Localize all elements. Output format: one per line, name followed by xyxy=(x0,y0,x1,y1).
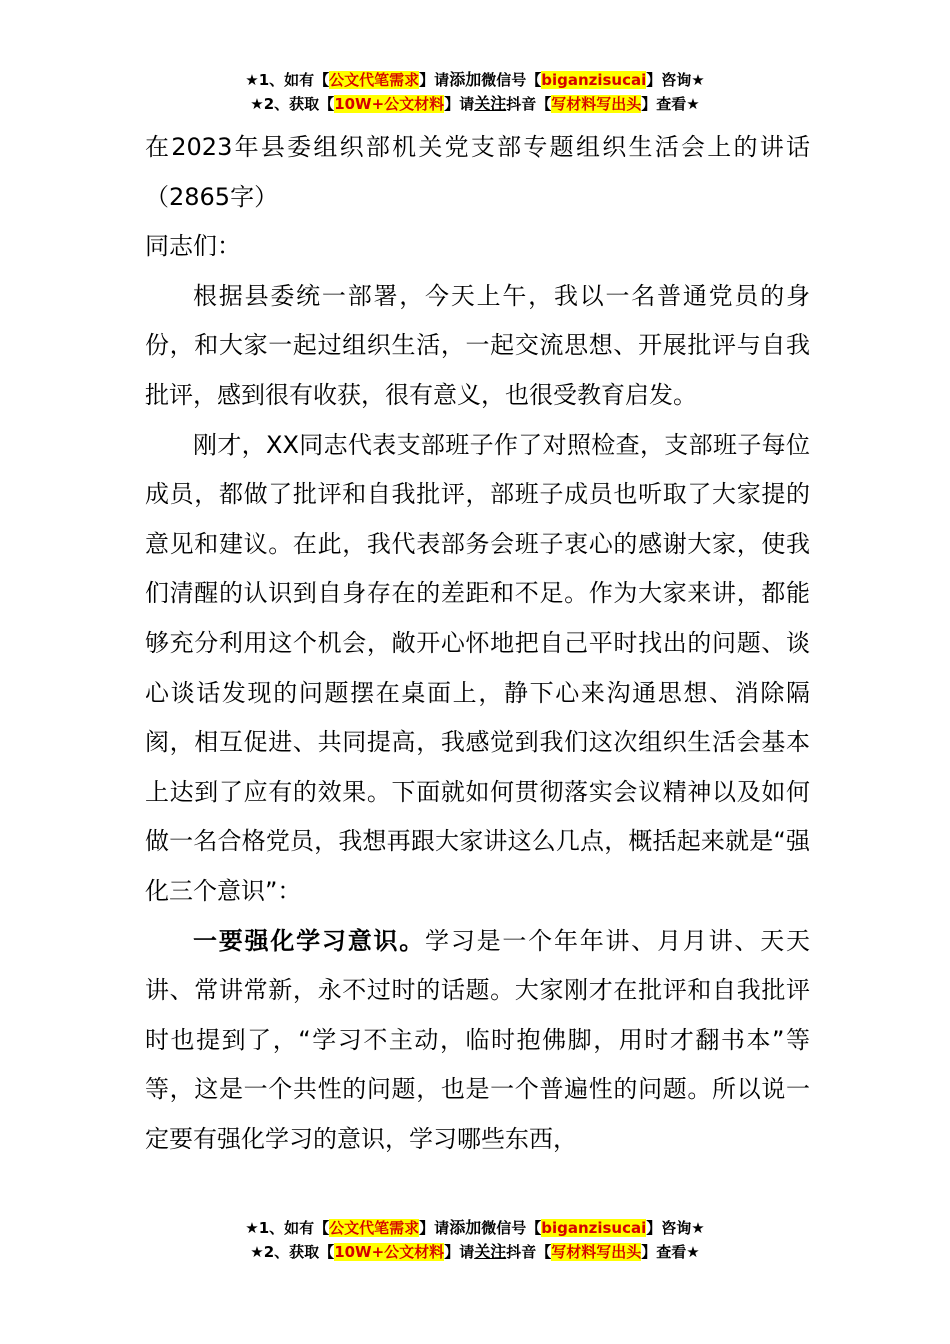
highlight-text: 10W+公文材料 xyxy=(334,95,445,113)
highlight-text: 公文代笔需求 xyxy=(329,71,420,89)
highlight-text: biganzisucai xyxy=(541,1219,647,1237)
document-title: 在2023年县委组织部机关党支部专题组织生活会上的讲话（2865字） xyxy=(145,133,810,211)
highlight-text: 写材料写出头 xyxy=(551,95,642,113)
promo-line-2: ★2、获取【10W+公文材料】请关注抖音【写材料写出头】查看★ xyxy=(250,94,700,113)
highlight-text: 10W+公文材料 xyxy=(334,1243,445,1261)
highlight-text: 写材料写出头 xyxy=(551,1243,642,1261)
promo-banner-bottom xyxy=(0,1216,950,1264)
promo-line-1: ★1、如有【公文代笔需求】请添加微信号【biganzisucai】咨询★ xyxy=(245,70,705,89)
highlight-text: 公文代笔需求 xyxy=(329,1219,420,1237)
document-body xyxy=(145,123,810,1164)
promo-banner-top xyxy=(0,68,950,116)
paragraph-heading: 一要强化学习意识。 xyxy=(193,926,426,955)
paragraph-3: 一要强化学习意识。学习是一个年年讲、月月讲、天天讲、常讲常新，永不过时的话题。大家刚才在批评和自我批评时也提到了，“学习不主动，临时抱佛脚，用时才翻书本”等等，这是一个共性的问题，也是一个普遍性的问题。所以说一定要有强化学习的意识，学习哪些东西， xyxy=(145,926,811,1153)
promo-line-1: ★1、如有【公文代笔需求】请添加微信号【biganzisucai】咨询★ xyxy=(245,1218,705,1237)
salutation: 同志们： xyxy=(145,232,241,261)
promo-line-2: ★2、获取【10W+公文材料】请关注抖音【写材料写出头】查看★ xyxy=(250,1242,700,1261)
paragraph-1: 根据县委统一部署，今天上午，我以一名普通党员的身份，和大家一起过组织生活，一起交流思想、开展批评与自我批评，感到很有收获，很有意义，也很受教育启发。 xyxy=(145,281,810,409)
highlight-text: biganzisucai xyxy=(541,71,647,89)
paragraph-2: 刚才，XX同志代表支部班子作了对照检查，支部班子每位成员，都做了批评和自我批评，部班子成员也听取了大家提的意见和建议。在此，我代表部务会班子衷心的感谢大家，使我们清醒的认识到自身存在的差距和不足。作为大家来讲，都能够充分利用这个机会，敞开心怀地把自己平时找出的问题、谈心谈话发现的问题摆在桌面上，静下心来沟通思想、消除隔阂，相互促进、共同提高，我感觉到我们这次组织生活会基本上达到了应有的效果。下面就如何贯彻落实会议精神以及如何做一名合格党员，我想再跟大家讲这么几点，概括起来就是“强化三个意识”： xyxy=(145,430,810,905)
